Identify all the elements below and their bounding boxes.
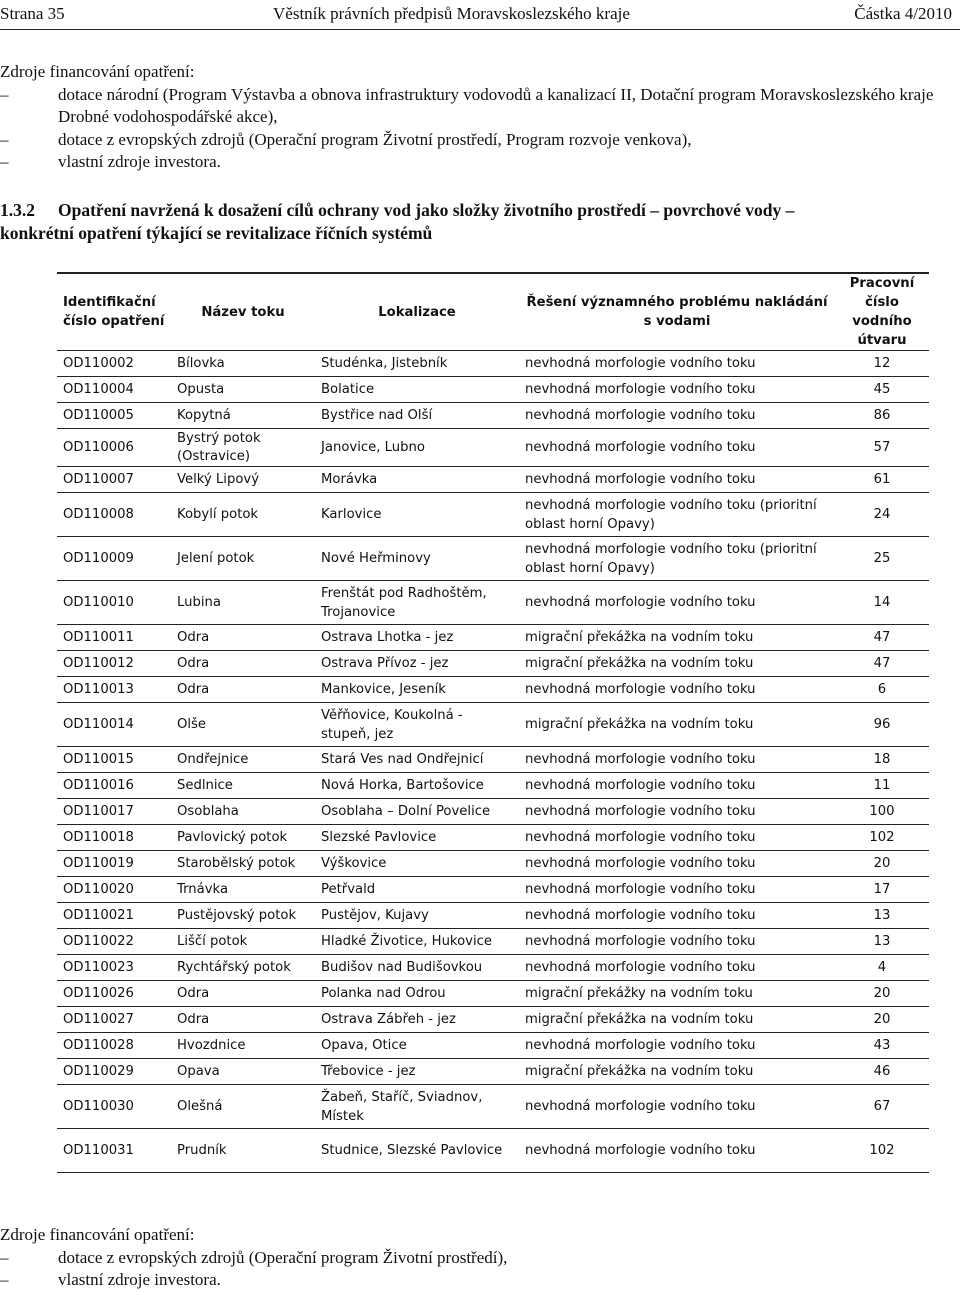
cell-stream-name: Velký Lipový — [171, 467, 315, 493]
cell-measure-id: OD110030 — [57, 1085, 171, 1129]
cell-measure-id: OD110002 — [57, 351, 171, 377]
cell-location: Nová Horka, Bartošovice — [315, 773, 519, 799]
cell-stream-name: Odra — [171, 981, 315, 1007]
cell-water-body-number: 18 — [835, 747, 929, 773]
cell-solution: nevhodná morfologie vodního toku — [519, 851, 835, 877]
section-heading — [0, 199, 950, 245]
cell-stream-name: Liščí potok — [171, 929, 315, 955]
cell-location: Opava, Otice — [315, 1033, 519, 1059]
cell-measure-id: OD110026 — [57, 981, 171, 1007]
table-row — [57, 351, 929, 377]
cell-measure-id: OD110017 — [57, 799, 171, 825]
cell-stream-name: Sedlnice — [171, 773, 315, 799]
cell-measure-id: OD110027 — [57, 1007, 171, 1033]
cell-measure-id: OD110028 — [57, 1033, 171, 1059]
cell-location: Třebovice - jez — [315, 1059, 519, 1085]
table-row — [57, 429, 929, 467]
header-rule — [0, 29, 960, 30]
cell-location: Studnice, Slezské Pavlovice — [315, 1129, 519, 1173]
cell-solution: nevhodná morfologie vodního toku — [519, 1033, 835, 1059]
cell-measure-id: OD110023 — [57, 955, 171, 981]
cell-measure-id: OD110021 — [57, 903, 171, 929]
cell-water-body-number: 46 — [835, 1059, 929, 1085]
cell-stream-name: Odra — [171, 1007, 315, 1033]
cell-solution: nevhodná morfologie vodního toku — [519, 799, 835, 825]
cell-water-body-number: 13 — [835, 929, 929, 955]
cell-stream-name: Odra — [171, 651, 315, 677]
table-body — [57, 351, 929, 1173]
cell-measure-id: OD110007 — [57, 467, 171, 493]
cell-stream-name: Kopytná — [171, 403, 315, 429]
cell-water-body-number: 25 — [835, 537, 929, 581]
cell-stream-name: Ondřejnice — [171, 747, 315, 773]
table-row — [57, 747, 929, 773]
cell-water-body-number: 100 — [835, 799, 929, 825]
cell-water-body-number: 24 — [835, 493, 929, 537]
table-row — [57, 929, 929, 955]
cell-measure-id: OD110008 — [57, 493, 171, 537]
column-header-stream: Název toku — [171, 273, 315, 351]
cell-water-body-number: 13 — [835, 903, 929, 929]
table-row — [57, 677, 929, 703]
cell-water-body-number: 47 — [835, 651, 929, 677]
cell-location: Ostrava Lhotka - jez — [315, 625, 519, 651]
cell-location: Bolatice — [315, 377, 519, 403]
cell-solution: nevhodná morfologie vodního toku — [519, 747, 835, 773]
column-header-id: Identifikační číslo opatření — [57, 273, 171, 351]
cell-stream-name: Starobělský potok — [171, 851, 315, 877]
cell-location: Bystřice nad Olší — [315, 403, 519, 429]
cell-location: Hladké Životice, Hukovice — [315, 929, 519, 955]
cell-stream-name: Olše — [171, 703, 315, 747]
funding-heading: Zdroje financování opatření: — [0, 1225, 195, 1244]
funding-item: – dotace národní (Program Výstavba a obnova infrastruktury vodovodů a kanalizací II, Dotační program Moravskoslezského kraje Drobné vodohospodářské akce), — [0, 84, 934, 126]
funding-sources-bottom — [0, 1224, 960, 1292]
cell-location: Frenštát pod Radhoštěm, Trojanovice — [315, 581, 519, 625]
table-row — [57, 703, 929, 747]
cell-water-body-number: 45 — [835, 377, 929, 403]
cell-location: Věřňovice, Koukolná - stupeň, jez — [315, 703, 519, 747]
cell-stream-name: Opusta — [171, 377, 315, 403]
cell-stream-name: Prudník — [171, 1129, 315, 1173]
cell-location: Studénka, Jistebník — [315, 351, 519, 377]
table-row — [57, 825, 929, 851]
cell-measure-id: OD110010 — [57, 581, 171, 625]
table-row — [57, 403, 929, 429]
cell-stream-name: Bystrý potok (Ostravice) — [171, 429, 315, 467]
cell-water-body-number: 61 — [835, 467, 929, 493]
issue-number: Částka 4/2010 — [854, 4, 952, 23]
cell-solution: nevhodná morfologie vodního toku — [519, 429, 835, 467]
cell-solution: nevhodná morfologie vodního toku — [519, 1129, 835, 1173]
funding-heading: Zdroje financování opatření: — [0, 62, 195, 81]
cell-water-body-number: 6 — [835, 677, 929, 703]
table-row — [57, 493, 929, 537]
cell-location: Morávka — [315, 467, 519, 493]
funding-list — [0, 84, 960, 174]
funding-item: – vlastní zdroje investora. — [0, 1270, 221, 1289]
table-row — [57, 651, 929, 677]
table-row — [57, 903, 929, 929]
cell-solution: migrační překážka na vodním toku — [519, 1007, 835, 1033]
table-row — [57, 851, 929, 877]
cell-solution: nevhodná morfologie vodního toku — [519, 1085, 835, 1129]
funding-item: – dotace z evropských zdrojů (Operační program Životní prostředí), — [0, 1247, 508, 1267]
cell-stream-name: Rychtářský potok — [171, 955, 315, 981]
cell-measure-id: OD110005 — [57, 403, 171, 429]
table-row — [57, 1129, 929, 1173]
cell-water-body-number: 43 — [835, 1033, 929, 1059]
cell-location: Ostrava Zábřeh - jez — [315, 1007, 519, 1033]
publication-title: Věstník právních předpisů Moravskoslezského kraje — [273, 4, 630, 23]
cell-solution: nevhodná morfologie vodního toku — [519, 467, 835, 493]
cell-measure-id: OD110015 — [57, 747, 171, 773]
table-row — [57, 377, 929, 403]
cell-measure-id: OD110011 — [57, 625, 171, 651]
cell-measure-id: OD110018 — [57, 825, 171, 851]
cell-water-body-number: 4 — [835, 955, 929, 981]
cell-location: Výškovice — [315, 851, 519, 877]
cell-location: Ostrava Přívoz - jez — [315, 651, 519, 677]
table-row — [57, 955, 929, 981]
cell-measure-id: OD110022 — [57, 929, 171, 955]
cell-stream-name: Pavlovický potok — [171, 825, 315, 851]
cell-location: Osoblaha – Dolní Povelice — [315, 799, 519, 825]
cell-stream-name: Opava — [171, 1059, 315, 1085]
cell-water-body-number: 96 — [835, 703, 929, 747]
measures-table — [57, 272, 929, 1173]
cell-stream-name: Odra — [171, 625, 315, 651]
cell-solution: nevhodná morfologie vodního toku — [519, 677, 835, 703]
cell-measure-id: OD110020 — [57, 877, 171, 903]
cell-solution: nevhodná morfologie vodního toku — [519, 955, 835, 981]
cell-measure-id: OD110029 — [57, 1059, 171, 1085]
cell-solution: nevhodná morfologie vodního toku — [519, 825, 835, 851]
cell-solution: nevhodná morfologie vodního toku — [519, 929, 835, 955]
cell-measure-id: OD110016 — [57, 773, 171, 799]
cell-location: Budišov nad Budišovkou — [315, 955, 519, 981]
table-row — [57, 877, 929, 903]
cell-location: Mankovice, Jeseník — [315, 677, 519, 703]
cell-water-body-number: 11 — [835, 773, 929, 799]
cell-solution: nevhodná morfologie vodního toku (prioritní oblast horní Opavy) — [519, 537, 835, 581]
column-header-location: Lokalizace — [315, 273, 519, 351]
table-row — [57, 1059, 929, 1085]
table-row — [57, 1033, 929, 1059]
section-title-line1: Opatření navržená k dosažení cílů ochrany vod jako složky životního prostředí – povrchové vody – — [58, 200, 795, 220]
cell-water-body-number: 57 — [835, 429, 929, 467]
cell-solution: migrační překážka na vodním toku — [519, 1059, 835, 1085]
cell-solution: nevhodná morfologie vodního toku — [519, 351, 835, 377]
table-row — [57, 1007, 929, 1033]
page-number: Strana 35 — [0, 4, 65, 23]
funding-list — [0, 1247, 960, 1292]
cell-measure-id: OD110009 — [57, 537, 171, 581]
table-row — [57, 625, 929, 651]
cell-location: Karlovice — [315, 493, 519, 537]
column-header-water-body: Pracovní číslo vodního útvaru — [835, 273, 929, 351]
cell-solution: migrační překážka na vodním toku — [519, 703, 835, 747]
cell-stream-name: Osoblaha — [171, 799, 315, 825]
cell-solution: nevhodná morfologie vodního toku — [519, 903, 835, 929]
cell-location: Janovice, Lubno — [315, 429, 519, 467]
cell-measure-id: OD110013 — [57, 677, 171, 703]
table-row — [57, 467, 929, 493]
section-title-line2: konkrétní opatření týkající se revitalizace říčních systémů — [0, 223, 433, 243]
cell-location: Polanka nad Odrou — [315, 981, 519, 1007]
cell-measure-id: OD110031 — [57, 1129, 171, 1173]
table-row — [57, 773, 929, 799]
cell-water-body-number: 102 — [835, 1129, 929, 1173]
cell-water-body-number: 20 — [835, 851, 929, 877]
cell-location: Stará Ves nad Ondřejnicí — [315, 747, 519, 773]
cell-stream-name: Bílovka — [171, 351, 315, 377]
cell-stream-name: Kobylí potok — [171, 493, 315, 537]
cell-water-body-number: 67 — [835, 1085, 929, 1129]
table-row — [57, 799, 929, 825]
cell-water-body-number: 86 — [835, 403, 929, 429]
cell-stream-name: Pustějovský potok — [171, 903, 315, 929]
cell-location: Slezské Pavlovice — [315, 825, 519, 851]
table-row — [57, 581, 929, 625]
cell-water-body-number: 20 — [835, 1007, 929, 1033]
cell-location: Pustějov, Kujavy — [315, 903, 519, 929]
cell-stream-name: Lubina — [171, 581, 315, 625]
cell-location: Žabeň, Staříč, Sviadnov, Místek — [315, 1085, 519, 1129]
column-header-solution: Řešení významného problému nakládání s vodami — [519, 273, 835, 351]
cell-water-body-number: 20 — [835, 981, 929, 1007]
cell-solution: nevhodná morfologie vodního toku — [519, 773, 835, 799]
cell-water-body-number: 47 — [835, 625, 929, 651]
cell-solution: nevhodná morfologie vodního toku — [519, 377, 835, 403]
funding-item: – vlastní zdroje investora. — [0, 152, 221, 171]
cell-measure-id: OD110019 — [57, 851, 171, 877]
table-header-row — [57, 273, 929, 351]
cell-solution: nevhodná morfologie vodního toku (prioritní oblast horní Opavy) — [519, 493, 835, 537]
cell-stream-name: Olešná — [171, 1085, 315, 1129]
cell-measure-id: OD110004 — [57, 377, 171, 403]
cell-water-body-number: 17 — [835, 877, 929, 903]
cell-solution: migrační překážka na vodním toku — [519, 625, 835, 651]
page-header — [0, 4, 952, 24]
cell-solution: nevhodná morfologie vodního toku — [519, 581, 835, 625]
cell-solution: migrační překážka na vodním toku — [519, 651, 835, 677]
cell-stream-name: Hvozdnice — [171, 1033, 315, 1059]
cell-stream-name: Odra — [171, 677, 315, 703]
cell-solution: nevhodná morfologie vodního toku — [519, 877, 835, 903]
table-row — [57, 1085, 929, 1129]
funding-item: – dotace z evropských zdrojů (Operační program Životní prostředí, Program rozvoje venkova), — [0, 129, 692, 149]
section-number: 1.3.2 — [0, 200, 35, 220]
cell-water-body-number: 12 — [835, 351, 929, 377]
cell-location: Petřvald — [315, 877, 519, 903]
cell-stream-name: Trnávka — [171, 877, 315, 903]
funding-sources-top — [0, 61, 960, 174]
cell-solution: migrační překážky na vodním toku — [519, 981, 835, 1007]
cell-measure-id: OD110006 — [57, 429, 171, 467]
cell-location: Nové Heřminovy — [315, 537, 519, 581]
table-row — [57, 981, 929, 1007]
cell-water-body-number: 102 — [835, 825, 929, 851]
cell-stream-name: Jelení potok — [171, 537, 315, 581]
table-row — [57, 537, 929, 581]
cell-measure-id: OD110012 — [57, 651, 171, 677]
cell-measure-id: OD110014 — [57, 703, 171, 747]
cell-solution: nevhodná morfologie vodního toku — [519, 403, 835, 429]
cell-water-body-number: 14 — [835, 581, 929, 625]
